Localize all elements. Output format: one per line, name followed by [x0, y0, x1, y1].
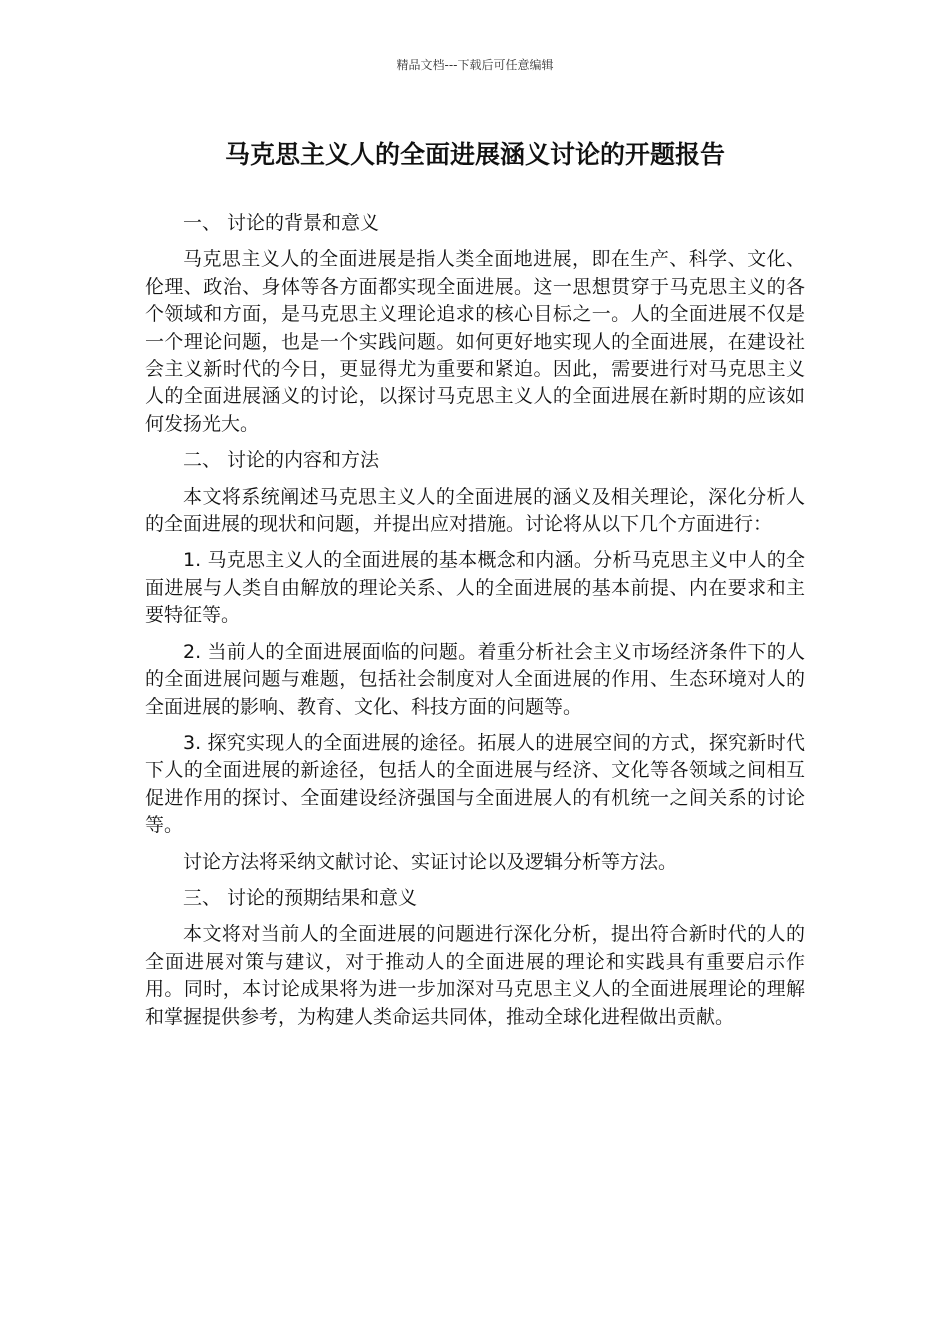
list-item-approaches: 3. 探究实现人的全面进展的途径。拓展人的进展空间的方式，探究新时代下人的全面进展的新途径，包括人的全面进展与经济、文化等各领域之间相互促进作用的探讨、全面建设经济强国与全面进展人的有机统一之间关系的讨论等。	[145, 731, 805, 837]
document-body	[145, 210, 805, 1040]
section-heading-content-method: 二、 讨论的内容和方法	[183, 449, 380, 472]
paragraph-content-intro: 本文将系统阐述马克思主义人的全面进展的涵义及相关理论，深化分析人的全面进展的现状和问题，并提出应对措施。讨论将从以下几个方面进行：	[145, 485, 805, 536]
list-item-problems: 2. 当前人的全面进展面临的问题。着重分析社会主义市场经济条件下的人的全面进展问题与难题，包括社会制度对人全面进展的作用、生态环境对人的全面进展的影响、教育、文化、科技方面的问题等。	[145, 640, 805, 718]
paragraph-method: 讨论方法将采纳文献讨论、实证讨论以及逻辑分析等方法。	[183, 850, 678, 873]
paragraph-background: 马克思主义人的全面进展是指人类全面地进展，即在生产、科学、文化、伦理、政治、身体等各方面都实现全面进展。这一思想贯穿于马克思主义的各个领域和方面，是马克思主义理论追求的核心目标之一。人的全面进展不仅是一个理论问题，也是一个实践问题。如何更好地实现人的全面进展，在建设社会主义新时代的今日，更显得尤为重要和紧迫。因此，需要进行对马克思主义人的全面进展涵义的讨论，以探讨马克思主义人的全面进展在新时期的应该如何发扬光大。	[145, 248, 805, 435]
page-header-note: 精品文档---下载后可任意编辑	[396, 58, 554, 72]
section-heading-expected-results: 三、 讨论的预期结果和意义	[183, 886, 418, 909]
list-item-concept: 1. 马克思主义人的全面进展的基本概念和内涵。分析马克思主义中人的全面进展与人类自由解放的理论关系、人的全面进展的基本前提、内在要求和主要特征等。	[145, 549, 805, 627]
document-title: 马克思主义人的全面进展涵义讨论的开题报告	[224, 140, 725, 169]
section-heading-background: 一、 讨论的背景和意义	[183, 212, 380, 234]
paragraph-expected-results: 本文将对当前人的全面进展的问题进行深化分析，提出符合新时代的人的全面进展对策与建议，对于推动人的全面进展的理论和实践具有重要启示作用。同时，本讨论成果将为进一步加深对马克思主义人的全面进展理论的理解和掌握提供参考，为构建人类命运共同体，推动全球化进程做出贡献。	[145, 923, 805, 1028]
